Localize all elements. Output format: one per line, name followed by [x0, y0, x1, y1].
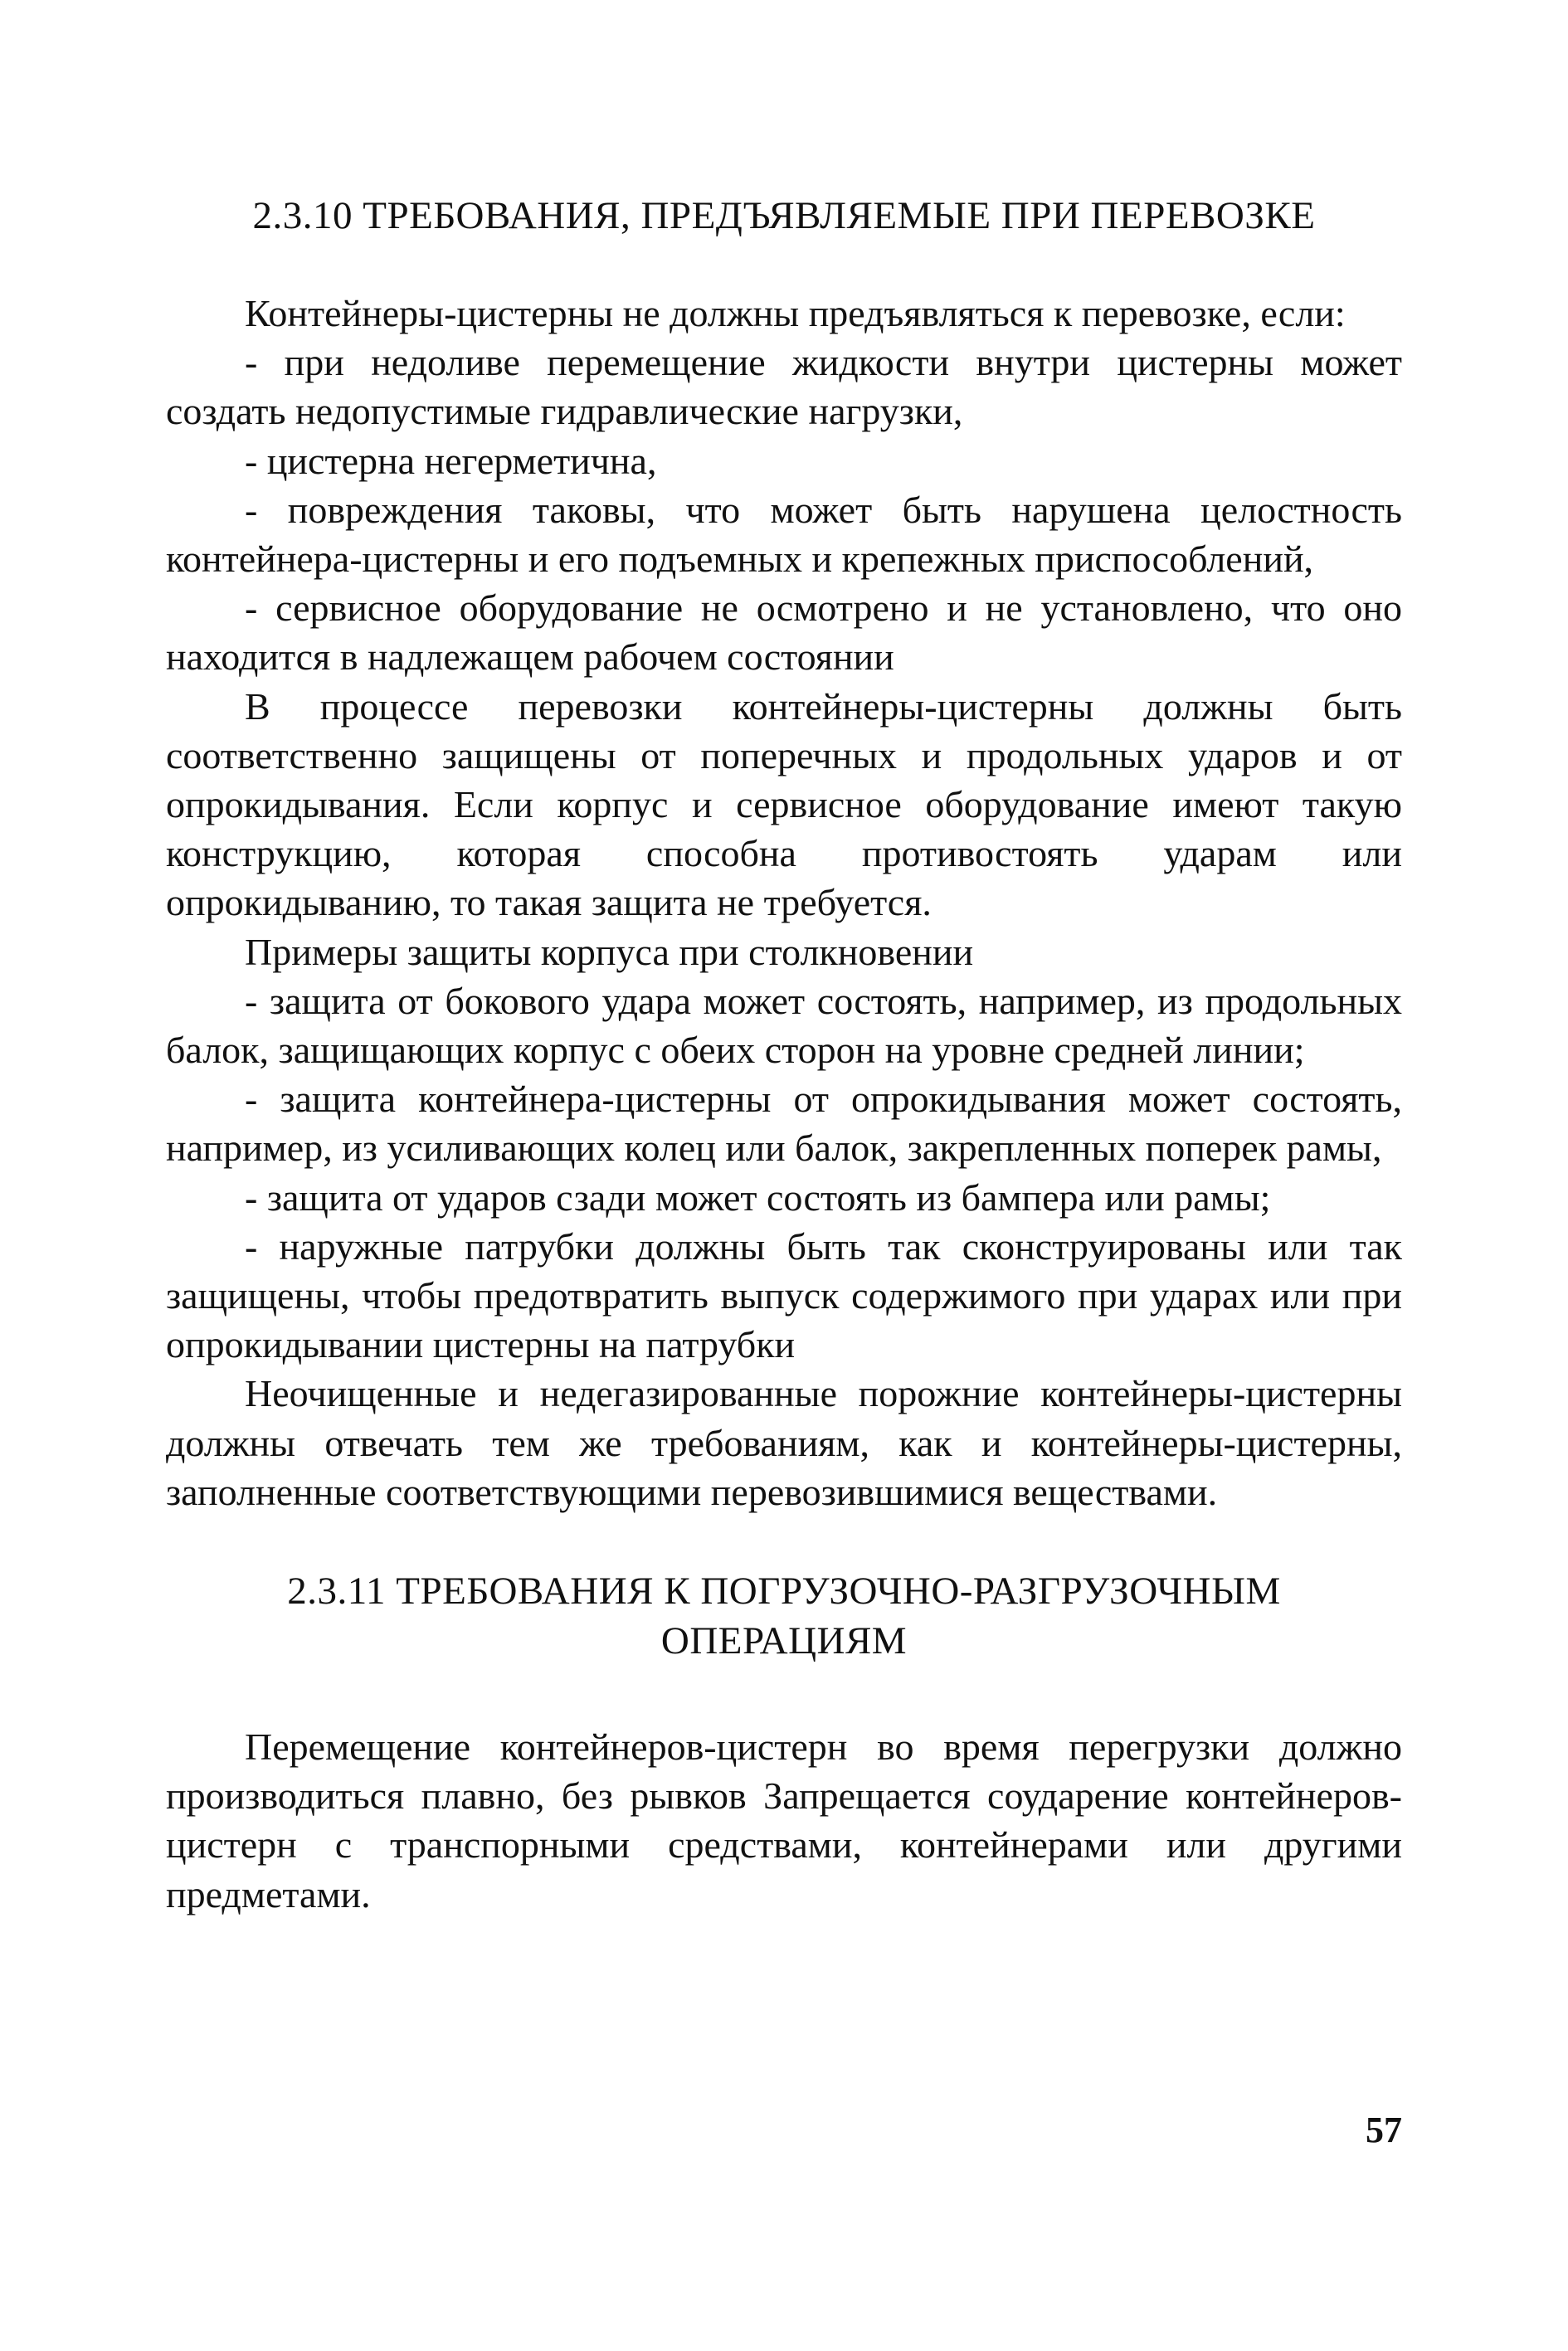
- paragraph-intro: Контейнеры-цистерны не должны предъявляться к перевозке, если:: [245, 292, 1346, 334]
- list-item-overturn-protection: - защита контейнера-цистерны от опрокидывания может состоять, например, из усиливающих колец или балок, закрепленных поперек рамы,: [166, 1078, 1402, 1170]
- list-item-external-fittings: - наружные патрубки должны быть так сконструированы или так защищены, чтобы предотвратить выпуск содержимого при ударах или при опрокидывании цистерны на патрубки: [166, 1224, 1402, 1366]
- section-heading-2-3-11-line-2: ОПЕРАЦИЯМ: [660, 1619, 908, 1663]
- section-heading-2-3-10: 2.3.10 ТРЕБОВАНИЯ, ПРЕДЪЯВЛЯЕМЫЕ ПРИ ПЕРЕВОЗКЕ: [252, 194, 1316, 237]
- section-heading-2-3-11: [166, 1566, 1402, 1666]
- list-item-damage: - повреждения таковы, что может быть нарушена целостность контейнера-цистерны и его подъемных и крепежных приспособлений,: [166, 488, 1402, 581]
- list-item-service-equipment: - сервисное оборудование не осмотрено и не установлено, что оно находится в надлежащем рабочем состоянии: [166, 587, 1402, 679]
- list-item-underfill: - при недоливе перемещение жидкости внутри цистерны может создать недопустимые гидравлические нагрузки,: [166, 341, 1402, 433]
- section-heading-2-3-11-line-1: 2.3.11 ТРЕБОВАНИЯ К ПОГРУЗОЧНО-РАЗГРУЗОЧНЫМ: [287, 1570, 1281, 1614]
- paragraph-uncleaned-containers: Неочищенные и недегазированные порожние контейнеры-цистерны должны отвечать тем же требованиям, как и контейнеры-цистерны, заполненные соответствующими перевозившимися веществами.: [166, 1372, 1402, 1513]
- paragraph-transport-protection: В процессе перевозки контейнеры-цистерны должны быть соответственно защищены от поперечных и продольных ударов и от опрокидывания. Если корпус и сервисное оборудование имеют такую конструкцию, которая способна противостоять ударам или опрокидыванию, то такая защита не требуется.: [166, 684, 1402, 924]
- page-number: 57: [1366, 2110, 1402, 2150]
- list-item-rear-impact: - защита от ударов сзади может состоять из бампера или рамы;: [245, 1176, 1271, 1219]
- section-body-2-3-11: [166, 1722, 1402, 1919]
- paragraph-handling: Перемещение контейнеров-цистерн во время перегрузки должно производиться плавно, без рывков Запрещается соударение контейнеров-цистерн с транспорными средствами, контейнерами или другими предметами.: [166, 1726, 1402, 1915]
- list-item-side-impact: - защита от бокового удара может состоять, например, из продольных балок, защищающих корпус с обеих сторон на уровне средней линии;: [166, 979, 1402, 1072]
- section-body-2-3-10: [166, 289, 1402, 1516]
- list-item-not-sealed: - цистерна негерметична,: [245, 439, 657, 482]
- paragraph-examples-heading: Примеры защиты корпуса при столкновении: [245, 930, 974, 973]
- document-page: [166, 191, 1402, 1919]
